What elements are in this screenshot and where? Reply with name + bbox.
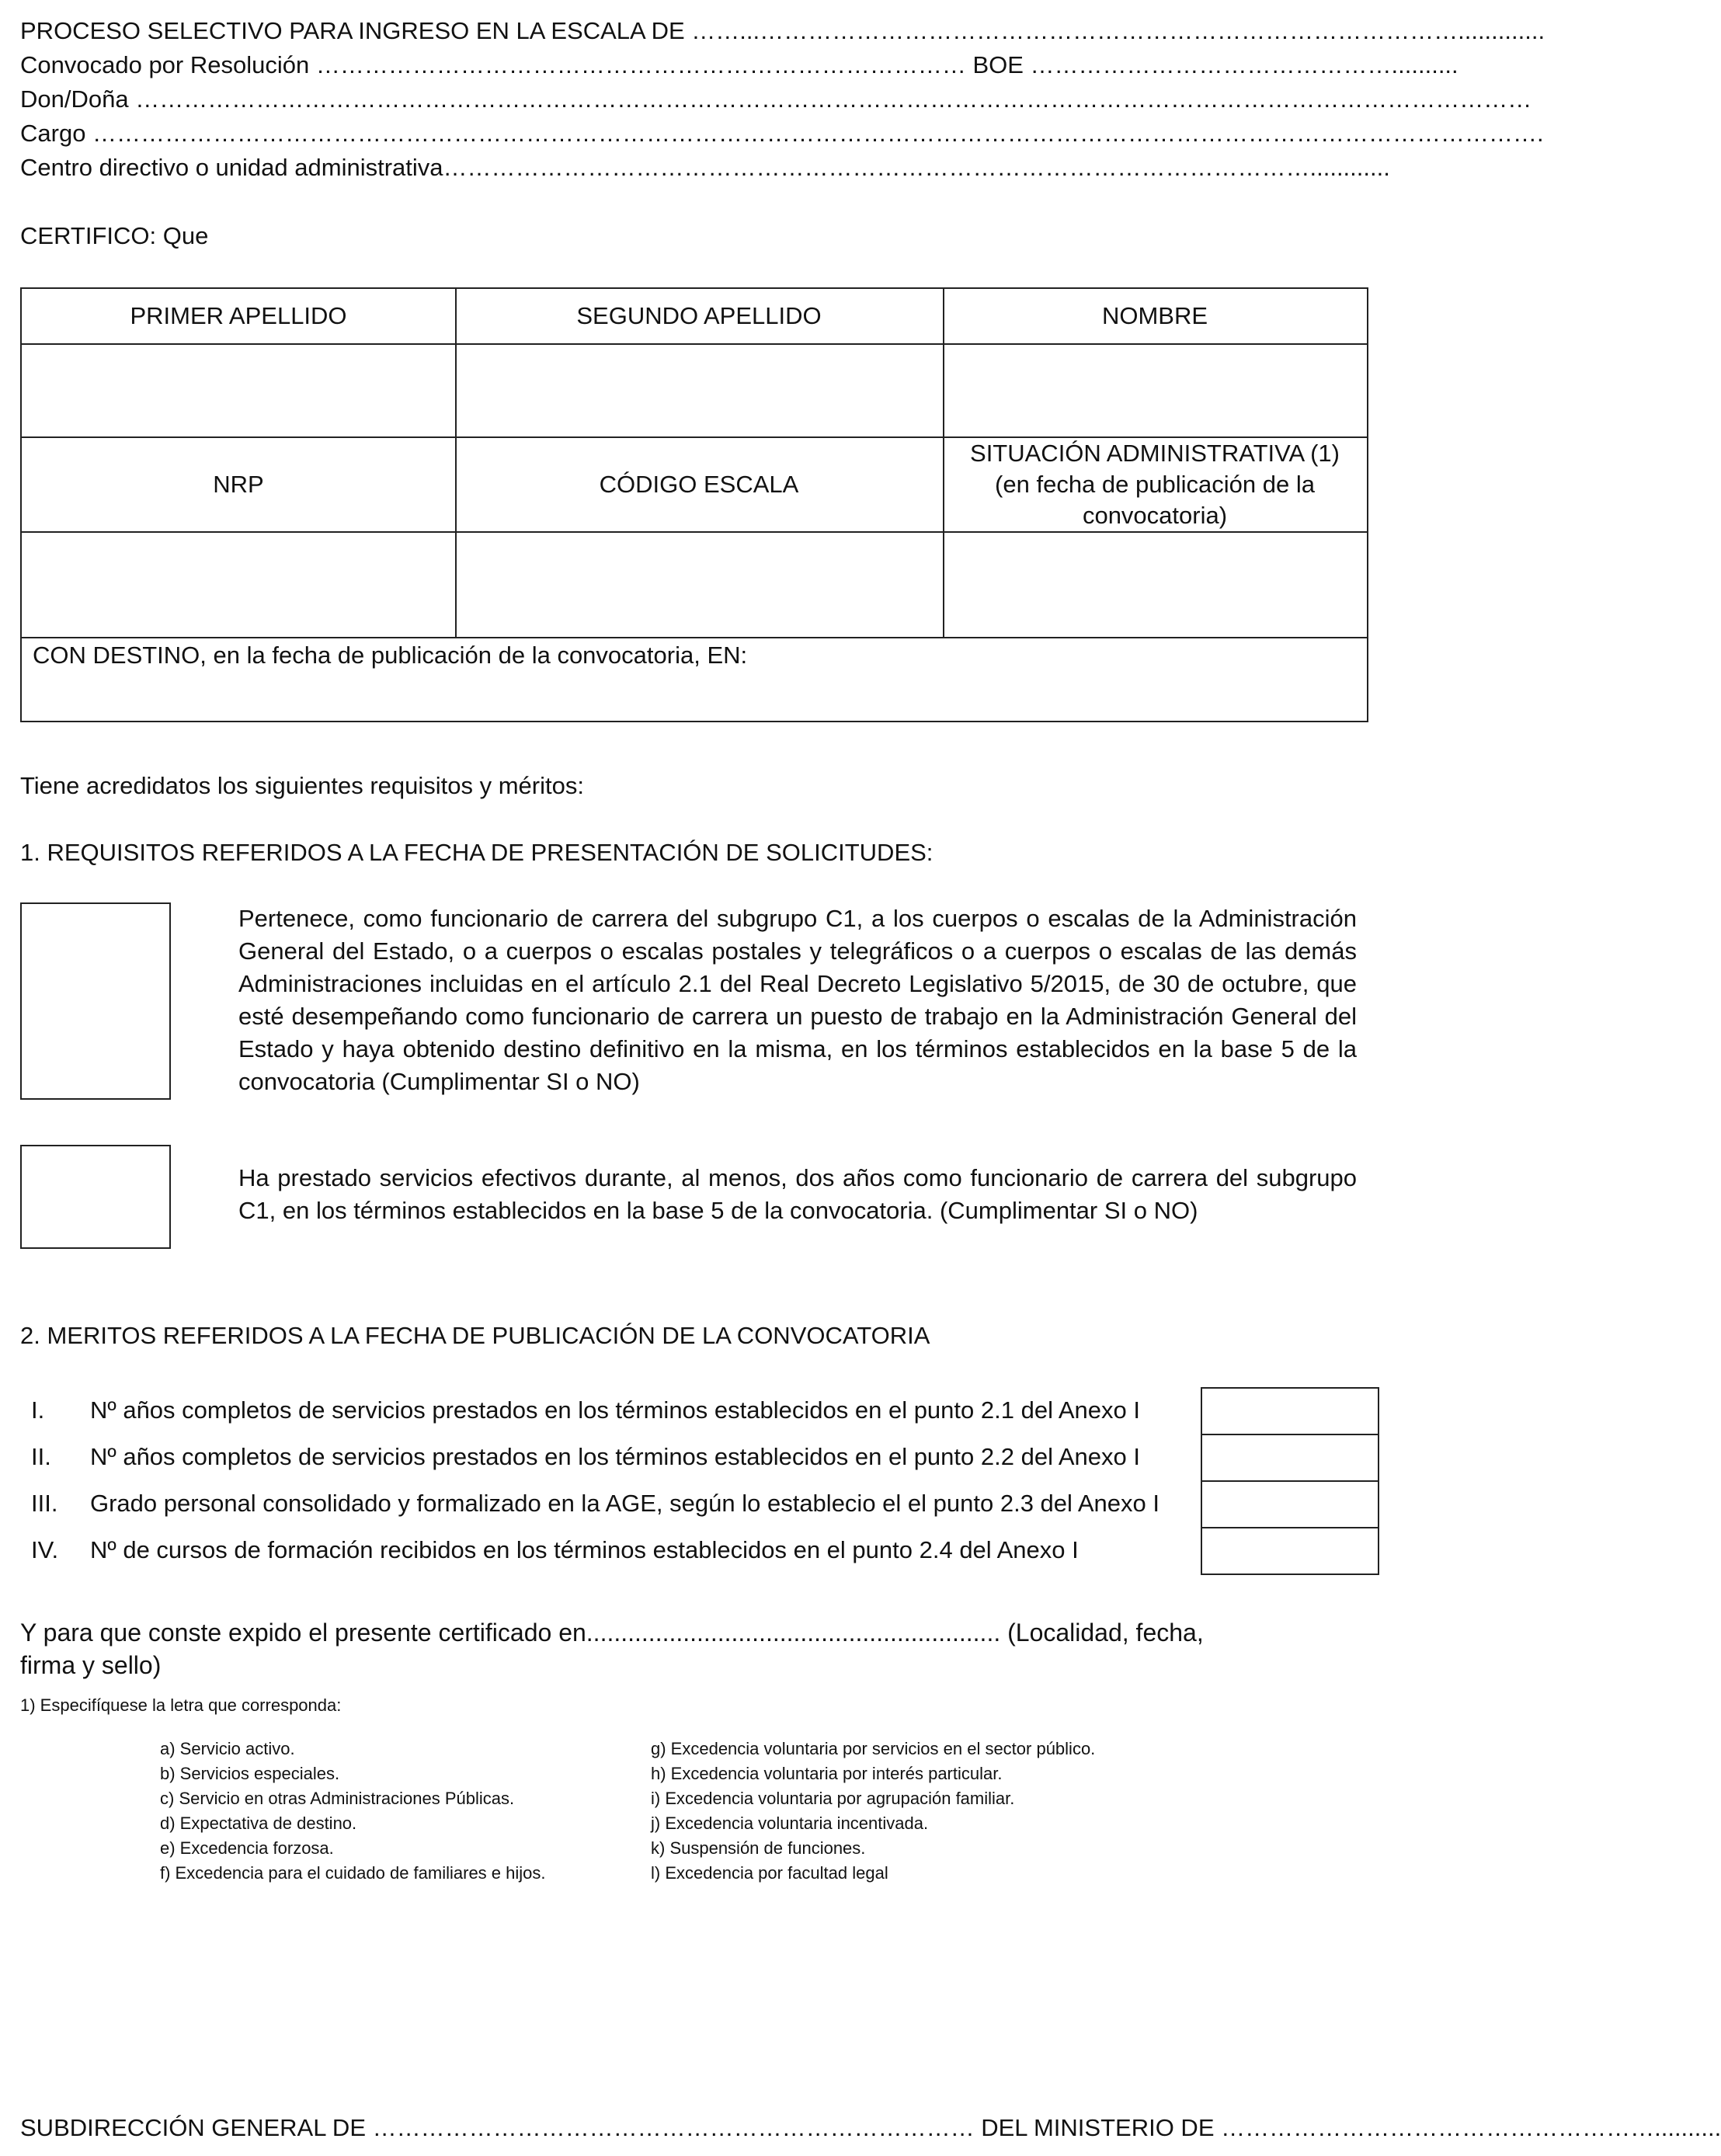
footnote-option: c) Servicio en otras Administraciones Públicas. xyxy=(160,1789,515,1808)
req1-answer-box[interactable] xyxy=(20,902,171,1100)
footnote-option: e) Excedencia forzosa. xyxy=(160,1838,334,1858)
input-situacion-administrativa[interactable] xyxy=(944,533,1367,637)
header-segundo-apellido: SEGUNDO APELLIDO xyxy=(576,302,822,329)
merit-text: Grado personal consolidado y formalizado en la AGE, según lo establecio el el punto 2.3 del Anexo I xyxy=(90,1490,1160,1517)
merit-1-answer-box[interactable] xyxy=(1201,1387,1379,1435)
req2-answer-box[interactable] xyxy=(20,1145,171,1249)
footnote-option: l) Excedencia por facultad legal xyxy=(651,1863,888,1883)
footnote-option: j) Excedencia voluntaria incentivada. xyxy=(651,1813,929,1833)
header-convocado-line: Convocado por Resolución ……………………………………………………………………… BOE ……………………………………….......... xyxy=(20,51,1459,78)
certifico-label: CERTIFICO: Que xyxy=(20,222,209,249)
req1-text: Pertenece, como funcionario de carrera del subgrupo C1, a los cuerpos o escalas de la Administración General del Estado, o a cuerpos o escalas postales y telegráficos o a cuerpos o escalas de las demás Administraciones incluidas en el artículo 2.1 del Real Decreto Legislativo 5/2015, de 30 de octubre, que esté desempeñando como funcionario de carrera un puesto de trabajo en la Administración General del Estado y haya obtenido destino definitivo en la misma, en los términos establecidos en la base 5 de la convocatoria (Cumplimentar SI o NO) xyxy=(238,905,1357,1095)
merit-number: I. xyxy=(31,1396,45,1424)
footnote-option: d) Expectativa de destino. xyxy=(160,1813,357,1833)
header-don-line: Don/Doña ………………………………………………………………………………………………………………………………………………………… xyxy=(20,85,1532,113)
situacion-line-3: convocatoria) xyxy=(1082,502,1228,529)
situacion-line-1: SITUACIÓN ADMINISTRATIVA (1) xyxy=(970,440,1340,467)
merit-text: Nº años completos de servicios prestados en los términos establecidos en el punto 2.2 del Anexo I xyxy=(90,1443,1140,1470)
section2-title: 2. MERITOS REFERIDOS A LA FECHA DE PUBLICACIÓN DE LA CONVOCATORIA xyxy=(20,1322,930,1349)
merit-3-answer-box[interactable] xyxy=(1201,1480,1379,1528)
input-codigo-escala[interactable] xyxy=(457,533,943,637)
footnote-option: i) Excedencia voluntaria por agrupación familiar. xyxy=(651,1789,1015,1808)
identification-table xyxy=(20,287,1368,722)
merit-text: Nº de cursos de formación recibidos en los términos establecidos en el punto 2.4 del Anexo I xyxy=(90,1536,1079,1563)
closing-line-2: firma y sello) xyxy=(20,1651,162,1679)
header-escala-line: PROCESO SELECTIVO PARA INGRESO EN LA ESCALA DE ……...……………………………………………………………………………............. xyxy=(20,17,1545,44)
header-cargo-line: Cargo ………………………………………………………………………………………………………………………………………………………………. xyxy=(20,120,1544,147)
input-destino[interactable] xyxy=(22,673,1367,721)
header-nombre: NOMBRE xyxy=(1101,302,1208,329)
merit-2-answer-box[interactable] xyxy=(1201,1434,1379,1482)
footnote-title: 1) Especifíquese la letra que corresponda: xyxy=(20,1695,342,1715)
section1-title: 1. REQUISITOS REFERIDOS A LA FECHA DE PRESENTACIÓN DE SOLICITUDES: xyxy=(20,839,934,866)
closing-line-1: Y para que conste expido el presente certificado en............................................................ (Localidad, fecha, xyxy=(20,1619,1204,1647)
merit-number: III. xyxy=(31,1490,58,1517)
footnote-option: g) Excedencia voluntaria por servicios en el sector público. xyxy=(651,1739,1096,1758)
req2-text: Ha prestado servicios efectivos durante, al menos, dos años como funcionario de carrera del subgrupo C1, en los términos establecidos en la base 5 de la convocatoria. (Cumplimentar SI o NO) xyxy=(238,1164,1357,1224)
footnote-option: k) Suspensión de funciones. xyxy=(651,1838,866,1858)
merit-number: IV. xyxy=(31,1536,59,1563)
header-centro-line: Centro directivo o unidad administrativa………………………………………………………………………………………………............ xyxy=(20,154,1390,181)
footnote-option: a) Servicio activo. xyxy=(160,1739,295,1758)
merit-4-answer-box[interactable] xyxy=(1201,1527,1379,1575)
header-situacion-administrativa xyxy=(943,438,1367,531)
input-nombre[interactable] xyxy=(944,345,1367,436)
header-primer-apellido: PRIMER APELLIDO xyxy=(130,302,347,329)
merit-text: Nº años completos de servicios prestados en los términos establecidos en el punto 2.1 del Anexo I xyxy=(90,1396,1140,1424)
input-nrp[interactable] xyxy=(22,533,455,637)
header-codigo-escala: CÓDIGO ESCALA xyxy=(599,471,799,498)
footnote-option: b) Servicios especiales. xyxy=(160,1764,340,1783)
footnote-option: f) Excedencia para el cuidado de familiares e hijos. xyxy=(160,1863,546,1883)
footer-subdireccion-line: SUBDIRECCIÓN GENERAL DE ………………………………………………………………… DEL MINISTERIO DE ……………………………………………….......... xyxy=(20,2114,1721,2141)
destino-label: CON DESTINO, en la fecha de publicación de la convocatoria, EN: xyxy=(33,642,748,669)
intro-text: Tiene acredidatos los siguientes requisitos y méritos: xyxy=(20,772,584,799)
situacion-line-2: (en fecha de publicación de la xyxy=(995,471,1315,498)
header-nrp: NRP xyxy=(213,471,264,498)
input-segundo-apellido[interactable] xyxy=(457,345,943,436)
merit-number: II. xyxy=(31,1443,51,1470)
footnote-option: h) Excedencia voluntaria por interés particular. xyxy=(651,1764,1003,1783)
input-primer-apellido[interactable] xyxy=(22,345,455,436)
